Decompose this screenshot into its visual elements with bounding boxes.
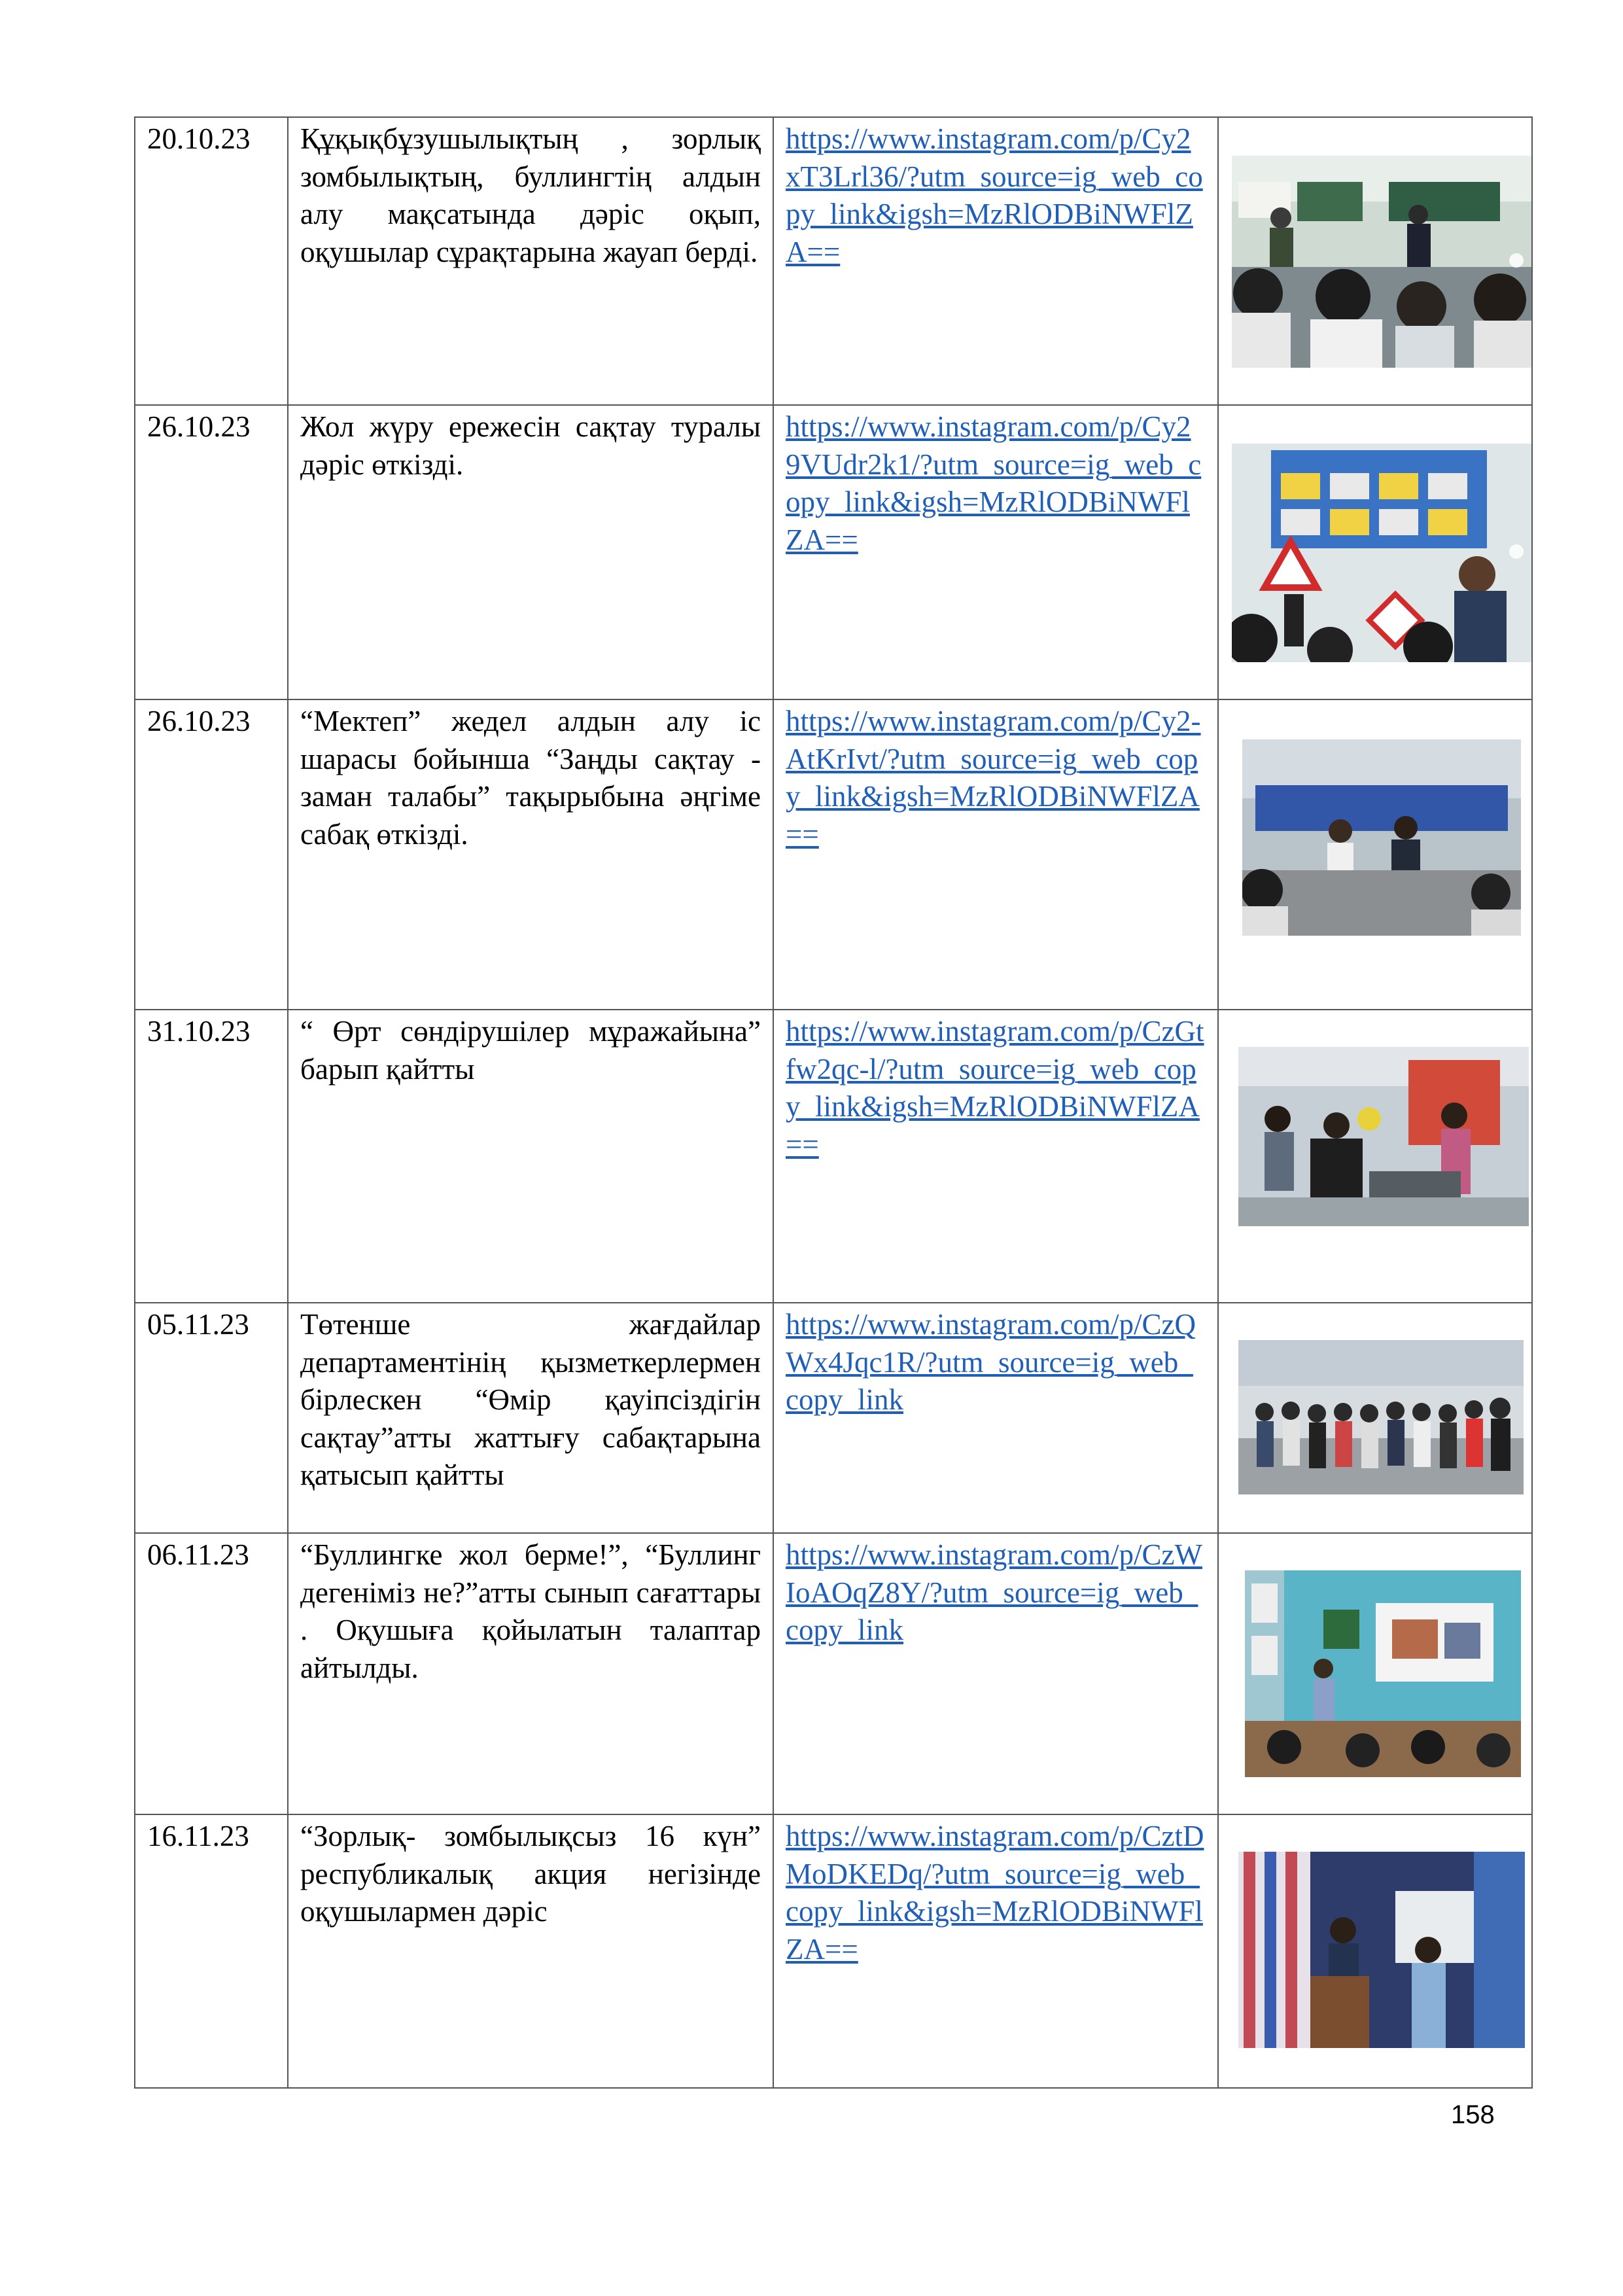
event-description: “ Өрт сөндірушілер мұражайына” барып қайтты [288, 1010, 773, 1303]
table-row [135, 1303, 1532, 1533]
table-row [135, 1533, 1532, 1814]
carousel-next-icon [1509, 253, 1524, 268]
event-date: 26.10.23 [135, 405, 288, 699]
event-date: 16.11.23 [135, 1814, 288, 2088]
carousel-next-icon [1509, 544, 1524, 559]
event-date: 06.11.23 [135, 1533, 288, 1814]
instagram-link[interactable]: https://www.instagram.com/p/CztDMoDKEDq/?utm_source=ig_web_copy_link&igsh=MzRlODBiNWFlZA== [786, 1820, 1204, 1966]
event-date: 05.11.23 [135, 1303, 288, 1533]
table-row [135, 117, 1532, 405]
instagram-link[interactable]: https://www.instagram.com/p/CzGtfw2qc-l/?utm_source=ig_web_copy_link&igsh=MzRlODBiNWFlZA== [786, 1015, 1204, 1161]
police-lecture-photo [1238, 1852, 1525, 2048]
fire-museum-visit-photo [1238, 1047, 1529, 1226]
table-row [135, 699, 1532, 1010]
event-description: Төтенше жағдайлар департаментінің қызметкерлермен бірлескен “Өмір қауіпсіздігін сақтау”атты жаттығу сабақтарына қатысып қайтты [288, 1303, 773, 1533]
bullying-class-hour-photo [1245, 1570, 1521, 1777]
event-photo-cell [1218, 1814, 1532, 2088]
instagram-link[interactable]: https://www.instagram.com/p/Cy2xT3Lrl36/?utm_source=ig_web_copy_link&igsh=MzRlODBiNWFlZA== [786, 122, 1203, 268]
event-photo-cell [1218, 1303, 1532, 1533]
table-row [135, 1814, 1532, 2088]
event-photo-cell [1218, 117, 1532, 405]
classroom-lecture-photo [1232, 156, 1531, 368]
event-photo-cell [1218, 699, 1532, 1010]
instagram-link[interactable]: https://www.instagram.com/p/CzWIoAOqZ8Y/?utm_source=ig_web_copy_link [786, 1538, 1202, 1646]
instagram-link[interactable]: https://www.instagram.com/p/Cy2-AtKrIvt/?utm_source=ig_web_copy_link&igsh=MzRlODBiNWFlZA== [786, 705, 1201, 851]
event-date: 26.10.23 [135, 699, 288, 1010]
event-description: “Мектеп” жедел алдын алу іс шарасы бойынша “Заңды сақтау - заман талабы” тақырыбына әңгіме сабақ өткізді. [288, 699, 773, 1010]
event-description: “Зорлық- зомбылықсыз 16 күн” республикалық акция негізінде оқушылармен дәріс [288, 1814, 773, 2088]
school-talk-photo [1242, 739, 1521, 936]
page-number: 158 [1451, 2100, 1495, 2129]
event-date: 20.10.23 [135, 117, 288, 405]
instagram-link[interactable]: https://www.instagram.com/p/CzQWx4Jqc1R/?utm_source=ig_web_copy_link [786, 1308, 1196, 1416]
event-description: Құқықбұзушылықтың , зорлық зомбылықтың, буллингтің алдын алу мақсатында дәріс оқып, оқушылар сұрақтарына жауап берді. [288, 117, 773, 405]
safety-training-photo [1238, 1340, 1524, 1494]
table-row [135, 405, 1532, 699]
event-date: 31.10.23 [135, 1010, 288, 1303]
instagram-link[interactable]: https://www.instagram.com/p/Cy29VUdr2k1/?utm_source=ig_web_copy_link&igsh=MzRlODBiNWFlZA== [786, 410, 1202, 556]
event-photo-cell [1218, 1533, 1532, 1814]
event-description: “Буллингке жол берме!”, “Буллинг дегеніміз не?”атты сынып сағаттары . Оқушыға қойылатын талаптар айтылды. [288, 1533, 773, 1814]
event-description: Жол жүру ережесін сақтау туралы дәріс өткізді. [288, 405, 773, 699]
table-row [135, 1010, 1532, 1303]
events-table [134, 116, 1533, 2089]
event-photo-cell [1218, 1010, 1532, 1303]
event-photo-cell [1218, 405, 1532, 699]
traffic-rules-lesson-photo [1232, 444, 1531, 662]
